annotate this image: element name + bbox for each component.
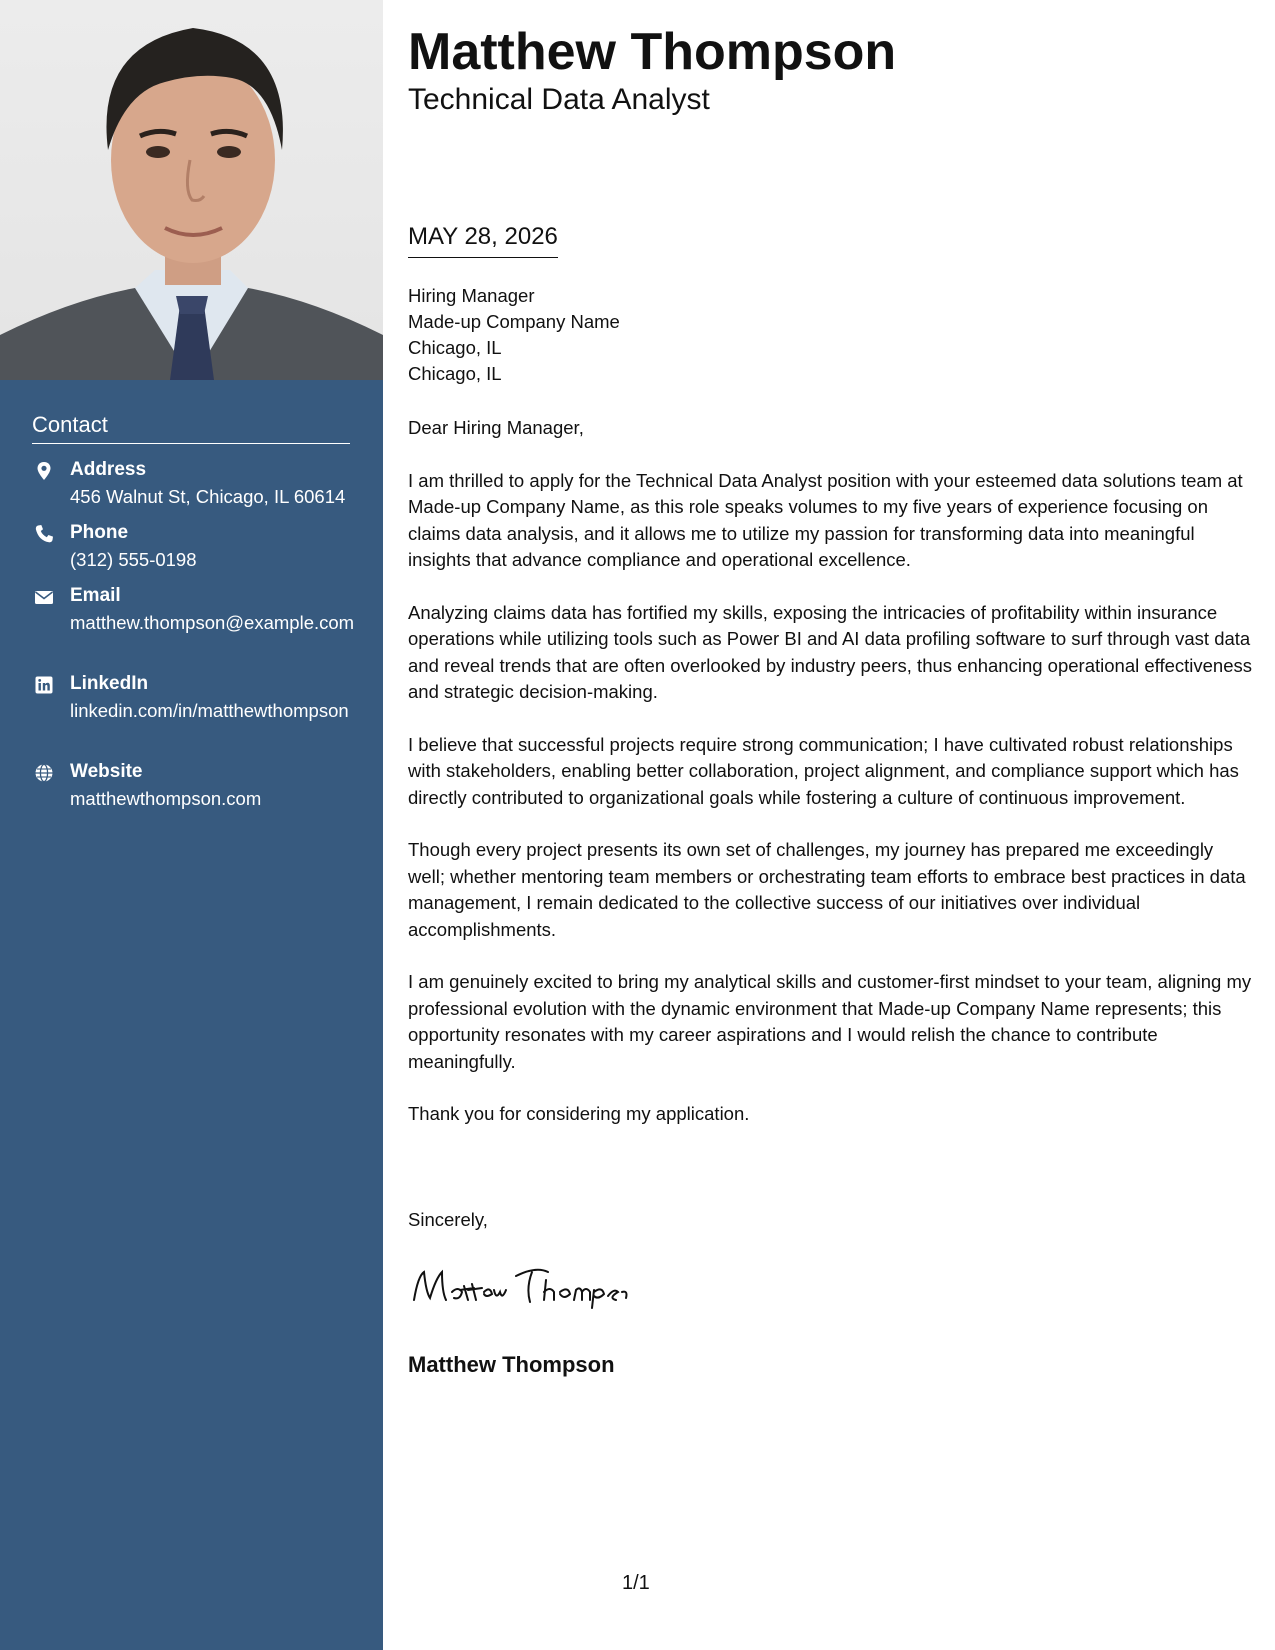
phone-icon	[34, 524, 54, 544]
letter-paragraph: Though every project presents its own set of challenges, my journey has prepared me exceedingly well; whether mentoring team members or orchestrating team efforts to embrace best practices in data management, I remain dedicated to the collective success of our initiatives over individual accomplishments.	[408, 839, 1246, 940]
page-number: 1/1	[622, 1572, 650, 1594]
phone-label: Phone	[70, 522, 129, 543]
signer-name: Matthew Thompson	[408, 1352, 615, 1377]
letter-paragraph: I am thrilled to apply for the Technical Data Analyst position with your esteemed data solutions team at Made-up Company Name, as this role speaks volumes to my five years of experience focusing on claims data analysis, and it allows me to utilize my passion for transforming data into meaningful insights that advance compliance and operational excellence.	[408, 469, 1243, 571]
recipient-line: Chicago, IL	[408, 337, 502, 358]
profile-photo	[0, 0, 383, 380]
letter-body	[408, 415, 1253, 1154]
salutation: Dear Hiring Manager,	[408, 417, 584, 438]
handwritten-signature	[408, 1262, 668, 1310]
letter-paragraph: Analyzing claims data has fortified my skills, exposing the intricacies of profitability within insurance operations while utilizing tools such as Power BI and AI data profiling software to surf through vast data and reveal trends that are often overlooked by industry peers, thus enhancing operational effectiveness and strategic decision-making.	[408, 601, 1252, 703]
website-label: Website	[70, 761, 143, 782]
recipient-line: Chicago, IL	[408, 363, 502, 384]
closing: Sincerely,	[408, 1209, 488, 1230]
address-value: 456 Walnut St, Chicago, IL 60614	[70, 486, 346, 507]
location-pin-icon	[34, 461, 54, 481]
recipient-line: Made-up Company Name	[408, 311, 620, 332]
job-title: Technical Data Analyst	[408, 83, 710, 116]
letter-paragraph: Thank you for considering my application.	[408, 1103, 750, 1125]
email-value[interactable]: matthew.thompson@example.com	[70, 612, 355, 633]
recipient-block	[408, 283, 620, 387]
portrait-illustration	[0, 0, 383, 380]
email-label: Email	[70, 585, 121, 606]
linkedin-label: LinkedIn	[70, 673, 149, 694]
phone-value[interactable]: (312) 555-0198	[70, 549, 197, 570]
linkedin-value[interactable]: linkedin.com/in/matthewthompson	[70, 700, 349, 721]
letter-paragraph: I am genuinely excited to bring my analytical skills and customer-first mindset to your team, aligning my professional evolution with the dynamic environment that Made-up Company Name represents; this opportunity resonates with my career aspirations and I would relish the chance to contribute meaningfully.	[408, 971, 1252, 1072]
recipient-line: Hiring Manager	[408, 285, 535, 306]
globe-icon	[34, 763, 54, 783]
address-label: Address	[70, 459, 147, 480]
website-value[interactable]: matthewthompson.com	[70, 788, 262, 809]
contact-heading: Contact	[32, 412, 350, 444]
letter-paragraph: I believe that successful projects require strong communication; I have cultivated robust relationships with stakeholders, enabling better collaboration, project alignment, and compliance support which has directly contributed to organizational goals while fostering a culture of continuous improvement.	[408, 733, 1239, 808]
envelope-icon	[34, 587, 54, 607]
applicant-name: Matthew Thompson	[408, 23, 897, 81]
sidebar	[0, 0, 383, 1650]
linkedin-icon	[34, 675, 54, 695]
letter-date: MAY 28, 2026	[408, 223, 558, 258]
